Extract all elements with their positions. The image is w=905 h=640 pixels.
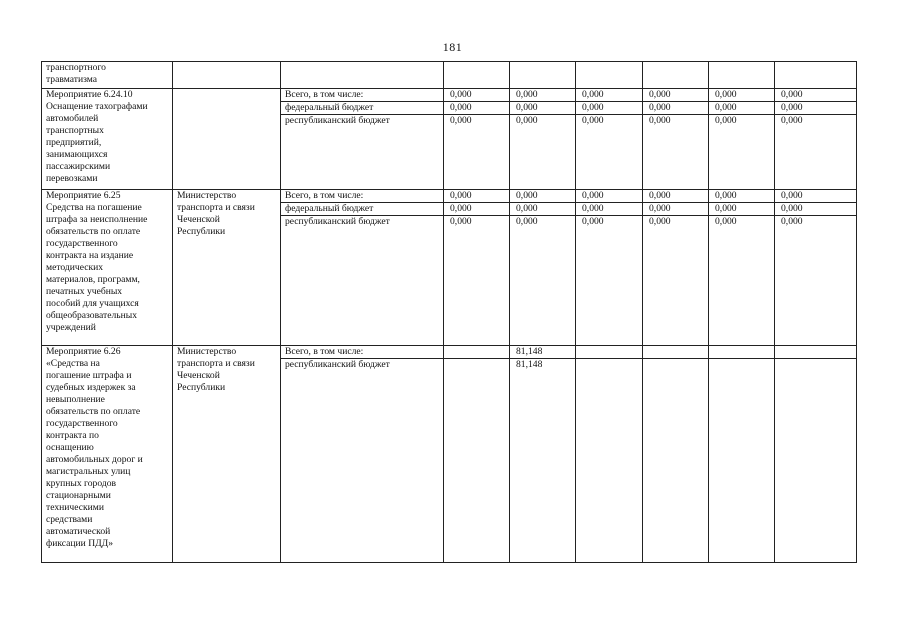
value-cell: 0,000 xyxy=(643,115,709,190)
value-cell: 0,000 xyxy=(576,89,643,102)
funding-source-cell: республиканский бюджет xyxy=(281,216,444,346)
value-cell xyxy=(576,62,643,89)
value-cell xyxy=(444,359,510,563)
value-cell xyxy=(444,62,510,89)
value-cell: 0,000 xyxy=(444,203,510,216)
executor-cell xyxy=(173,62,281,89)
value-cell: 0,000 xyxy=(775,102,857,115)
value-cell: 0,000 xyxy=(510,89,576,102)
funding-source-cell: республиканский бюджет xyxy=(281,359,444,563)
value-cell: 0,000 xyxy=(444,190,510,203)
value-cell xyxy=(709,62,775,89)
value-cell xyxy=(444,346,510,359)
measure-cell: Мероприятие 6.26 «Средства на погашение штрафа и судебных издержек за невыполнение обязательств по оплате государственного контракта по оснащению автомобильных дорог и магистральных улиц крупных городов стационарными техническими средствами автоматической фиксации ПДД» xyxy=(42,346,173,563)
value-cell: 0,000 xyxy=(510,216,576,346)
value-cell xyxy=(775,346,857,359)
value-cell: 0,000 xyxy=(444,102,510,115)
value-cell xyxy=(643,62,709,89)
value-cell: 0,000 xyxy=(775,203,857,216)
executor-cell xyxy=(173,89,281,190)
value-cell: 0,000 xyxy=(444,115,510,190)
table-row xyxy=(42,190,857,203)
funding-source-cell: федеральный бюджет xyxy=(281,203,444,216)
value-cell: 0,000 xyxy=(709,190,775,203)
measure-cell: Мероприятие 6.24.10 Оснащение тахографами автомобилей транспортных предприятий, занимающихся пассажирскими перевозками xyxy=(42,89,173,190)
value-cell: 0,000 xyxy=(576,102,643,115)
value-cell: 0,000 xyxy=(576,190,643,203)
funding-source-cell: Всего, в том числе: xyxy=(281,346,444,359)
value-cell: 0,000 xyxy=(775,115,857,190)
value-cell: 0,000 xyxy=(444,216,510,346)
value-cell: 0,000 xyxy=(643,203,709,216)
value-cell: 0,000 xyxy=(775,89,857,102)
value-cell: 0,000 xyxy=(510,115,576,190)
value-cell: 0,000 xyxy=(775,216,857,346)
funding-source-cell xyxy=(281,62,444,89)
page-number: 181 xyxy=(442,40,463,54)
value-cell: 0,000 xyxy=(510,203,576,216)
measure-cell: транспортного травматизма xyxy=(42,62,173,89)
value-cell: 0,000 xyxy=(643,89,709,102)
value-cell: 0,000 xyxy=(643,216,709,346)
value-cell: 0,000 xyxy=(576,216,643,346)
value-cell: 0,000 xyxy=(775,190,857,203)
value-cell: 0,000 xyxy=(510,190,576,203)
value-cell: 0,000 xyxy=(709,203,775,216)
measure-cell: Мероприятие 6.25 Средства на погашение штрафа за неисполнение обязательств по оплате государственного контракта на издание методических материалов, программ, печатных учебных пособий для учащихся общеобразовательных учреждений xyxy=(42,190,173,346)
value-cell: 0,000 xyxy=(444,89,510,102)
value-cell: 0,000 xyxy=(709,89,775,102)
table-row xyxy=(42,62,857,89)
value-cell: 0,000 xyxy=(510,102,576,115)
value-cell xyxy=(576,346,643,359)
value-cell xyxy=(510,62,576,89)
budget-table xyxy=(41,61,857,563)
value-cell xyxy=(643,346,709,359)
value-cell: 0,000 xyxy=(709,216,775,346)
value-cell: 81,148 xyxy=(510,359,576,563)
value-cell: 0,000 xyxy=(576,203,643,216)
table-row xyxy=(42,89,857,102)
value-cell: 0,000 xyxy=(576,115,643,190)
value-cell xyxy=(775,62,857,89)
value-cell: 0,000 xyxy=(643,102,709,115)
executor-cell: Министерство транспорта и связи Чеченской Республики xyxy=(173,190,281,346)
funding-source-cell: Всего, в том числе: xyxy=(281,190,444,203)
value-cell xyxy=(709,346,775,359)
value-cell: 81,148 xyxy=(510,346,576,359)
value-cell xyxy=(775,359,857,563)
funding-source-cell: федеральный бюджет xyxy=(281,102,444,115)
value-cell: 0,000 xyxy=(709,115,775,190)
value-cell xyxy=(643,359,709,563)
funding-source-cell: республиканский бюджет xyxy=(281,115,444,190)
value-cell: 0,000 xyxy=(709,102,775,115)
table-row xyxy=(42,346,857,359)
executor-cell: Министерство транспорта и связи Чеченской Республики xyxy=(173,346,281,563)
value-cell: 0,000 xyxy=(643,190,709,203)
value-cell xyxy=(709,359,775,563)
funding-source-cell: Всего, в том числе: xyxy=(281,89,444,102)
value-cell xyxy=(576,359,643,563)
